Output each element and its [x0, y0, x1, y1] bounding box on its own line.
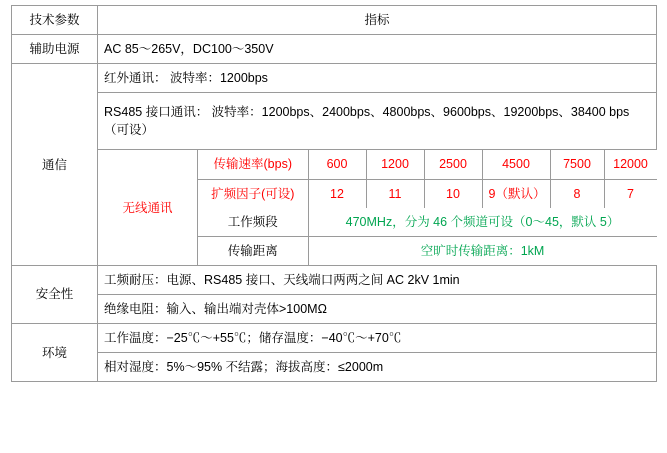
wireless-rate-value-0: 600: [308, 150, 366, 179]
cell-aux-power-value: AC 85～265V，DC100～350V: [98, 35, 657, 64]
cell-wireless-sf-group: [198, 180, 657, 208]
wireless-band-row: [198, 208, 657, 237]
wireless-sf-row: [198, 180, 657, 208]
wireless-band-label: 工作频段: [198, 208, 308, 237]
header-cell-parameter: 技术参数: [12, 6, 98, 35]
wireless-sf-value-4: 8: [550, 180, 604, 208]
wireless-band-table: [198, 208, 657, 237]
cell-humidity: 相对湿度：5%～95% 不结露；海拔高度：≤2000m: [98, 353, 657, 382]
row-label-aux-power: 辅助电源: [12, 35, 98, 64]
cell-infrared: 红外通讯： 波特率：1200bps: [98, 64, 657, 93]
table-row-temperature: [12, 324, 657, 353]
wireless-rate-value-5: 12000: [604, 150, 657, 179]
row-label-wireless: 无线通讯: [98, 150, 198, 266]
wireless-sf-value-5: 7: [604, 180, 657, 208]
row-label-communication: 通信: [12, 64, 98, 266]
wireless-sf-value-3: 9（默认）: [482, 180, 550, 208]
wireless-band-value: 470MHz，分为 46 个频道可设（0～45，默认 5）: [308, 208, 657, 237]
cell-wireless-distance-group: [198, 237, 657, 266]
wireless-rate-value-1: 1200: [366, 150, 424, 179]
wireless-distance-table: [198, 237, 657, 265]
wireless-distance-value: 空旷时传输距离：1kM: [308, 237, 657, 265]
wireless-rate-value-3: 4500: [482, 150, 550, 179]
cell-wireless-band-group: [198, 208, 657, 237]
row-label-safety: 安全性: [12, 265, 98, 323]
wireless-rate-label: 传输速率(bps): [198, 150, 308, 179]
table-row-aux-power: [12, 35, 657, 64]
header-cell-index: 指标: [98, 6, 657, 35]
wireless-rate-table: [198, 150, 657, 179]
wireless-sf-table: [198, 180, 657, 208]
cell-temperature: 工作温度：−25℃～+55℃；储存温度：−40℃～+70℃: [98, 324, 657, 353]
wireless-sf-value-0: 12: [308, 180, 366, 208]
table-row-humidity: [12, 353, 657, 382]
specification-table: [11, 5, 657, 382]
wireless-sf-value-2: 10: [424, 180, 482, 208]
wireless-sf-value-1: 11: [366, 180, 424, 208]
cell-wireless-rate-group: [198, 150, 657, 180]
table-row-rs485: [12, 93, 657, 150]
wireless-rate-value-4: 7500: [550, 150, 604, 179]
table-row-insulation: [12, 295, 657, 324]
cell-withstand-voltage: 工频耐压：电源、RS485 接口、天线端口两两之间 AC 2kV 1min: [98, 265, 657, 294]
wireless-distance-row: [198, 237, 657, 265]
table-row-infrared: [12, 64, 657, 93]
wireless-distance-label: 传输距离: [198, 237, 308, 265]
table-header-row: [12, 6, 657, 35]
cell-insulation: 绝缘电阻：输入、输出端对壳体>100MΩ: [98, 295, 657, 324]
table-row-withstand-voltage: [12, 265, 657, 294]
table-row-wireless-rate: [12, 150, 657, 180]
row-label-environment: 环境: [12, 324, 98, 382]
wireless-sf-label: 扩频因子(可设): [198, 180, 308, 208]
wireless-rate-value-2: 2500: [424, 150, 482, 179]
wireless-rate-row: [198, 150, 657, 179]
cell-rs485: RS485 接口通讯： 波特率：1200bps、2400bps、4800bps、9600bps、19200bps、38400 bps（可设）: [98, 93, 657, 150]
